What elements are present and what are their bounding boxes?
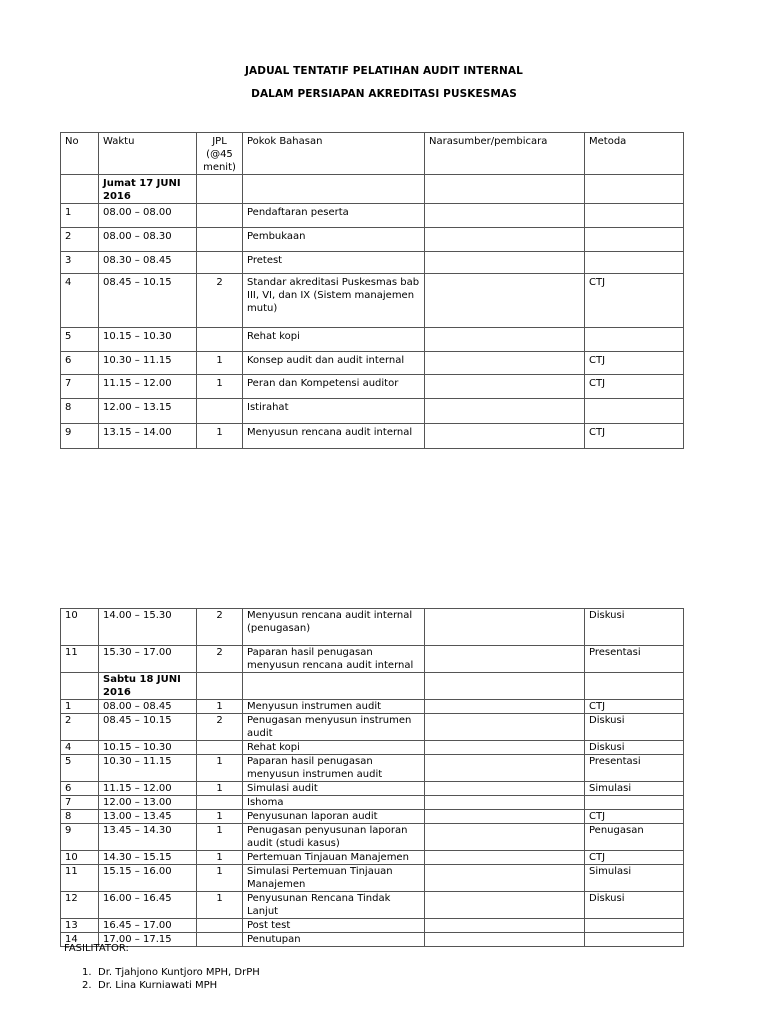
no-cell: 7 [61, 796, 99, 810]
no-cell: 2 [61, 714, 99, 741]
jpl-cell [197, 252, 243, 274]
pokok-bahasan-cell: Post test [243, 919, 425, 933]
jpl-cell: 1 [197, 824, 243, 851]
day-header-row [61, 175, 684, 204]
no-cell: 8 [61, 399, 99, 424]
jpl-cell [197, 741, 243, 755]
narasumber-cell [425, 375, 585, 399]
pokok-bahasan-cell: Menyusun instrumen audit [243, 700, 425, 714]
jpl-cell [197, 328, 243, 352]
jpl-cell [197, 399, 243, 424]
waktu-cell: 10.15 – 10.30 [99, 328, 197, 352]
table-row [61, 252, 684, 274]
narasumber-cell [425, 824, 585, 851]
no-cell: 3 [61, 252, 99, 274]
table-row [61, 741, 684, 755]
jpl-cell [197, 175, 243, 204]
table-row [61, 399, 684, 424]
waktu-cell: 08.00 – 08.00 [99, 204, 197, 228]
page-subtitle: DALAM PERSIAPAN AKREDITASI PUSKESMAS [251, 88, 517, 100]
column-header-jpl: JPL (@45 menit) [197, 133, 243, 175]
waktu-cell: 08.00 – 08.45 [99, 700, 197, 714]
no-cell: 5 [61, 755, 99, 782]
metoda-cell: Presentasi [585, 755, 684, 782]
no-cell: 4 [61, 274, 99, 328]
pokok-bahasan-cell: Standar akreditasi Puskesmas bab III, VI, dan IX (Sistem manajemen mutu) [243, 274, 425, 328]
narasumber-cell [425, 741, 585, 755]
no-cell: 10 [61, 609, 99, 646]
narasumber-cell [425, 424, 585, 449]
narasumber-cell [425, 892, 585, 919]
waktu-cell: 08.45 – 10.15 [99, 714, 197, 741]
metoda-cell [585, 228, 684, 252]
waktu-cell: 17.00 – 17.15 [99, 933, 197, 947]
table-row [61, 714, 684, 741]
jpl-cell [197, 673, 243, 700]
waktu-cell: 13.00 – 13.45 [99, 810, 197, 824]
table-row [61, 824, 684, 851]
waktu-cell: 13.15 – 14.00 [99, 424, 197, 449]
table-row [61, 700, 684, 714]
waktu-cell: 10.30 – 11.15 [99, 755, 197, 782]
table-row [61, 646, 684, 673]
metoda-cell: Penugasan [585, 824, 684, 851]
waktu-cell: 10.15 – 10.30 [99, 741, 197, 755]
no-cell: 11 [61, 865, 99, 892]
waktu-cell: Sabtu 18 JUNI 2016 [99, 673, 197, 700]
pokok-bahasan-cell: Pretest [243, 252, 425, 274]
narasumber-cell [425, 796, 585, 810]
pokok-bahasan-cell: Pertemuan Tinjauan Manajemen [243, 851, 425, 865]
narasumber-cell [425, 204, 585, 228]
fasilitator-list [82, 966, 260, 992]
waktu-cell: 08.45 – 10.15 [99, 274, 197, 328]
jpl-cell [197, 933, 243, 947]
jpl-cell: 1 [197, 700, 243, 714]
list-item [82, 979, 260, 992]
no-cell: 9 [61, 424, 99, 449]
narasumber-cell [425, 865, 585, 892]
table-row [61, 865, 684, 892]
pokok-bahasan-cell [243, 175, 425, 204]
pokok-bahasan-cell: Rehat kopi [243, 328, 425, 352]
no-cell: 13 [61, 919, 99, 933]
jpl-cell: 1 [197, 755, 243, 782]
jpl-cell: 1 [197, 352, 243, 375]
waktu-cell: 15.30 – 17.00 [99, 646, 197, 673]
no-cell: 14 [61, 933, 99, 947]
schedule-table-day1 [60, 132, 684, 449]
table-row [61, 352, 684, 375]
metoda-cell: Presentasi [585, 646, 684, 673]
metoda-cell [585, 328, 684, 352]
metoda-cell [585, 399, 684, 424]
table-row [61, 810, 684, 824]
jpl-cell: 2 [197, 609, 243, 646]
waktu-cell: 13.45 – 14.30 [99, 824, 197, 851]
waktu-cell: 14.00 – 15.30 [99, 609, 197, 646]
pokok-bahasan-cell: Penugasan penyusunan laporan audit (studi kasus) [243, 824, 425, 851]
narasumber-cell [425, 228, 585, 252]
narasumber-cell [425, 646, 585, 673]
table-row [61, 228, 684, 252]
narasumber-cell [425, 919, 585, 933]
no-cell [61, 175, 99, 204]
metoda-cell: CTJ [585, 375, 684, 399]
schedule-table-day2 [60, 608, 684, 947]
waktu-cell: 12.00 – 13.15 [99, 399, 197, 424]
table-row [61, 796, 684, 810]
no-cell: 8 [61, 810, 99, 824]
pokok-bahasan-cell: Paparan hasil penugasan menyusun instrumen audit [243, 755, 425, 782]
metoda-cell [585, 252, 684, 274]
no-cell: 2 [61, 228, 99, 252]
pokok-bahasan-cell: Konsep audit dan audit internal [243, 352, 425, 375]
column-header-metoda: Metoda [585, 133, 684, 175]
metoda-cell: Simulasi [585, 865, 684, 892]
metoda-cell: CTJ [585, 810, 684, 824]
no-cell: 1 [61, 204, 99, 228]
jpl-cell: 2 [197, 646, 243, 673]
list-item [82, 966, 260, 979]
fasilitator-name: Dr. Lina Kurniawati MPH [98, 980, 218, 991]
pokok-bahasan-cell: Istirahat [243, 399, 425, 424]
jpl-cell: 1 [197, 810, 243, 824]
narasumber-cell [425, 609, 585, 646]
waktu-cell: 14.30 – 15.15 [99, 851, 197, 865]
table-row [61, 609, 684, 646]
column-header-no: No [61, 133, 99, 175]
pokok-bahasan-cell: Paparan hasil penugasan menyusun rencana audit internal [243, 646, 425, 673]
waktu-cell: 08.00 – 08.30 [99, 228, 197, 252]
waktu-cell: 11.15 – 12.00 [99, 375, 197, 399]
jpl-cell: 1 [197, 892, 243, 919]
pokok-bahasan-cell: Ishoma [243, 796, 425, 810]
pokok-bahasan-cell: Pendaftaran peserta [243, 204, 425, 228]
jpl-cell [197, 919, 243, 933]
metoda-cell: CTJ [585, 851, 684, 865]
page-title: JADUAL TENTATIF PELATIHAN AUDIT INTERNAL [245, 65, 523, 77]
narasumber-cell [425, 714, 585, 741]
waktu-cell: 12.00 – 13.00 [99, 796, 197, 810]
metoda-cell: Simulasi [585, 782, 684, 796]
list-number: 2. [82, 980, 92, 991]
narasumber-cell [425, 755, 585, 782]
waktu-cell: 16.45 – 17.00 [99, 919, 197, 933]
no-cell: 6 [61, 352, 99, 375]
table-row [61, 755, 684, 782]
jpl-cell: 1 [197, 851, 243, 865]
column-header-waktu: Waktu [99, 133, 197, 175]
table-row [61, 851, 684, 865]
metoda-cell [585, 673, 684, 700]
waktu-cell: 15.15 – 16.00 [99, 865, 197, 892]
fasilitator-name: Dr. Tjahjono Kuntjoro MPH, DrPH [98, 967, 260, 978]
metoda-cell [585, 204, 684, 228]
no-cell: 6 [61, 782, 99, 796]
no-cell: 11 [61, 646, 99, 673]
metoda-cell: CTJ [585, 700, 684, 714]
pokok-bahasan-cell: Menyusun rencana audit internal (penugasan) [243, 609, 425, 646]
waktu-cell: Jumat 17 JUNI 2016 [99, 175, 197, 204]
metoda-cell: CTJ [585, 352, 684, 375]
narasumber-cell [425, 673, 585, 700]
table-header-row [61, 133, 684, 175]
narasumber-cell [425, 851, 585, 865]
no-cell: 1 [61, 700, 99, 714]
metoda-cell: CTJ [585, 274, 684, 328]
pokok-bahasan-cell: Penugasan menyusun instrumen audit [243, 714, 425, 741]
table-row [61, 328, 684, 352]
column-header-nara: Narasumber/pembicara [425, 133, 585, 175]
table-row [61, 782, 684, 796]
pokok-bahasan-cell [243, 673, 425, 700]
metoda-cell [585, 796, 684, 810]
narasumber-cell [425, 274, 585, 328]
day-header-row [61, 673, 684, 700]
table-row [61, 375, 684, 399]
table-row [61, 892, 684, 919]
table-row [61, 933, 684, 947]
table-row [61, 204, 684, 228]
pokok-bahasan-cell: Menyusun rencana audit internal [243, 424, 425, 449]
narasumber-cell [425, 252, 585, 274]
table-row [61, 424, 684, 449]
list-number: 1. [82, 967, 92, 978]
pokok-bahasan-cell: Pembukaan [243, 228, 425, 252]
narasumber-cell [425, 810, 585, 824]
waktu-cell: 16.00 – 16.45 [99, 892, 197, 919]
jpl-cell: 1 [197, 424, 243, 449]
narasumber-cell [425, 328, 585, 352]
pokok-bahasan-cell: Penutupan [243, 933, 425, 947]
narasumber-cell [425, 175, 585, 204]
jpl-cell: 2 [197, 274, 243, 328]
pokok-bahasan-cell: Simulasi audit [243, 782, 425, 796]
jpl-cell [197, 796, 243, 810]
waktu-cell: 08.30 – 08.45 [99, 252, 197, 274]
metoda-cell: CTJ [585, 424, 684, 449]
waktu-cell: 11.15 – 12.00 [99, 782, 197, 796]
narasumber-cell [425, 933, 585, 947]
metoda-cell: Diskusi [585, 741, 684, 755]
jpl-cell: 1 [197, 865, 243, 892]
pokok-bahasan-cell: Penyusunan laporan audit [243, 810, 425, 824]
no-cell: 10 [61, 851, 99, 865]
jpl-cell: 2 [197, 714, 243, 741]
narasumber-cell [425, 782, 585, 796]
pokok-bahasan-cell: Simulasi Pertemuan Tinjauan Manajemen [243, 865, 425, 892]
narasumber-cell [425, 399, 585, 424]
jpl-cell [197, 228, 243, 252]
metoda-cell: Diskusi [585, 892, 684, 919]
narasumber-cell [425, 700, 585, 714]
waktu-cell: 10.30 – 11.15 [99, 352, 197, 375]
no-cell: 4 [61, 741, 99, 755]
metoda-cell: Diskusi [585, 714, 684, 741]
metoda-cell [585, 933, 684, 947]
no-cell [61, 673, 99, 700]
pokok-bahasan-cell: Penyusunan Rencana Tindak Lanjut [243, 892, 425, 919]
no-cell: 7 [61, 375, 99, 399]
jpl-cell: 1 [197, 782, 243, 796]
no-cell: 12 [61, 892, 99, 919]
table-row [61, 919, 684, 933]
pokok-bahasan-cell: Peran dan Kompetensi auditor [243, 375, 425, 399]
column-header-pokok: Pokok Bahasan [243, 133, 425, 175]
jpl-cell: 1 [197, 375, 243, 399]
table-row [61, 274, 684, 328]
no-cell: 5 [61, 328, 99, 352]
fasilitator-label: FASILITATOR: [64, 943, 129, 954]
metoda-cell: Diskusi [585, 609, 684, 646]
narasumber-cell [425, 352, 585, 375]
pokok-bahasan-cell: Rehat kopi [243, 741, 425, 755]
jpl-cell [197, 204, 243, 228]
metoda-cell [585, 175, 684, 204]
no-cell: 9 [61, 824, 99, 851]
metoda-cell [585, 919, 684, 933]
